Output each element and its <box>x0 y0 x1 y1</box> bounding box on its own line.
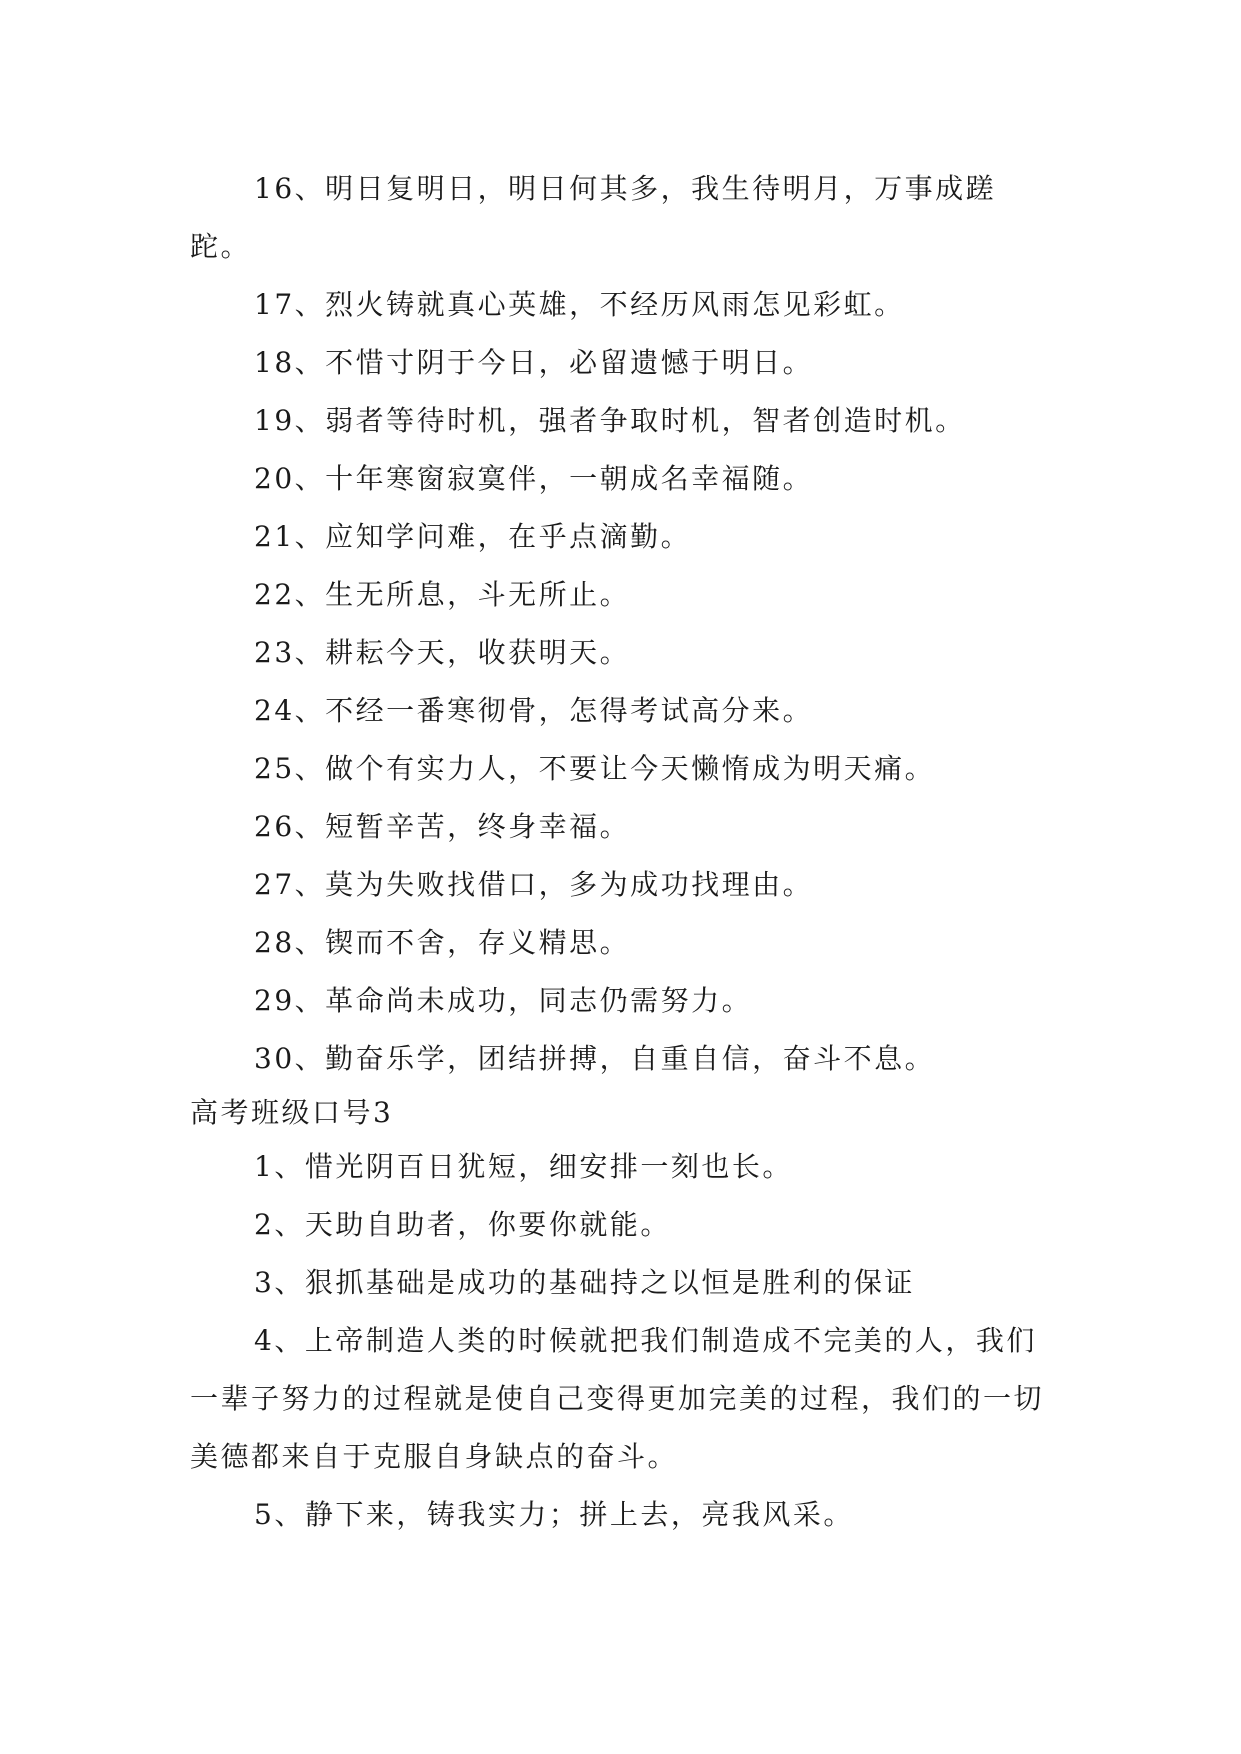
list-item: 16、明日复明日，明日何其多，我生待明月，万事成蹉跎。 <box>190 172 997 263</box>
list-item: 25、做个有实力人，不要让今天懒惰成为明天痛。 <box>254 752 936 785</box>
list-item: 20、十年寒窗寂寞伴，一朝成名幸福随。 <box>254 462 814 495</box>
list-item: 19、弱者等待时机，强者争取时机，智者创造时机。 <box>254 404 966 437</box>
list-item: 26、短暂辛苦，终身幸福。 <box>254 810 631 843</box>
section-heading: 高考班级口号3 <box>190 1096 394 1129</box>
list-item: 22、生无所息，斗无所止。 <box>254 578 631 611</box>
document-body <box>190 160 1052 1544</box>
list-item: 27、莫为失败找借口，多为成功找理由。 <box>254 868 814 901</box>
list-item: 23、耕耘今天，收获明天。 <box>254 636 631 669</box>
list-item: 17、烈火铸就真心英雄，不经历风雨怎见彩虹。 <box>254 288 905 321</box>
list-item: 4、上帝制造人类的时候就把我们制造成不完美的人，我们一辈子努力的过程就是使自己变得更加完美的过程，我们的一切美德都来自于克服自身缺点的奋斗。 <box>190 1324 1045 1473</box>
list-item: 2、天助自助者，你要你就能。 <box>254 1208 671 1241</box>
list-item: 29、革命尚未成功，同志仍需努力。 <box>254 984 753 1017</box>
list-item: 5、静下来，铸我实力；拼上去，亮我风采。 <box>254 1498 854 1531</box>
list-item: 21、应知学问难，在乎点滴勤。 <box>254 520 692 553</box>
list-item: 30、勤奋乐学，团结拼搏，自重自信，奋斗不息。 <box>254 1042 936 1075</box>
list-item: 18、不惜寸阴于今日，必留遗憾于明日。 <box>254 346 814 379</box>
list-item: 3、狠抓基础是成功的基础持之以恒是胜利的保证 <box>254 1266 915 1299</box>
list-item: 24、不经一番寒彻骨，怎得考试高分来。 <box>254 694 814 727</box>
list-item: 28、锲而不舍，存义精思。 <box>254 926 631 959</box>
list-item: 1、惜光阴百日犹短，细安排一刻也长。 <box>254 1150 793 1183</box>
